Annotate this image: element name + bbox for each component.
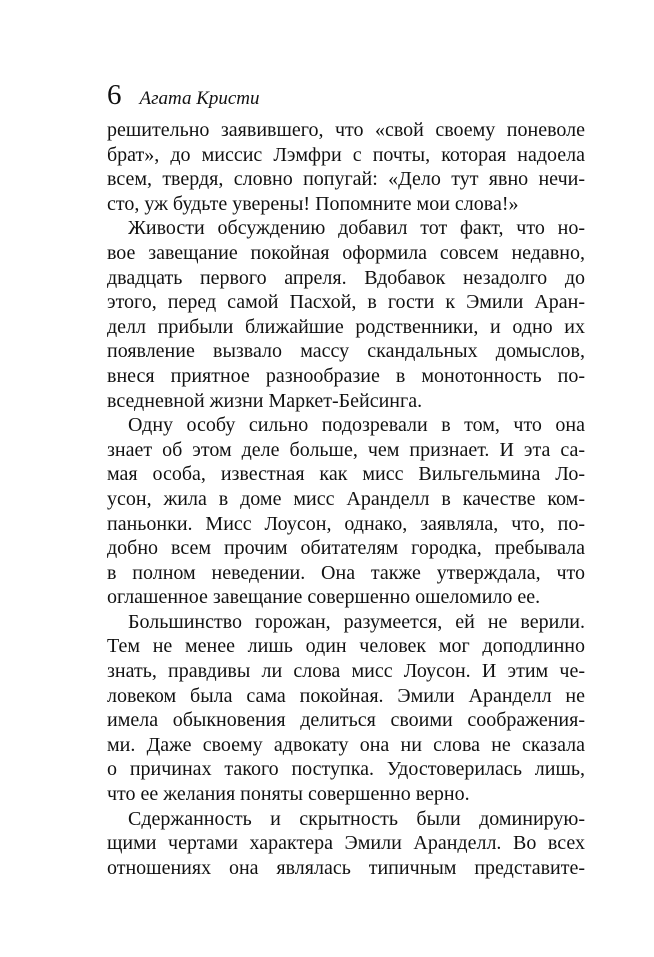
text-line: знает об этом деле больше, чем признает. И эта са- bbox=[107, 438, 585, 461]
text-line: решительно заявившего, что «свой своему поневоле bbox=[107, 119, 585, 141]
text-line: о причинах такого поступка. Удостоверилась лишь, bbox=[107, 758, 585, 781]
text-line: ми. Даже своему адвокату она ни слова не сказала bbox=[107, 733, 585, 756]
text-line: Сдержанность и скрытность были доминирую- bbox=[128, 807, 585, 830]
text-line: оглашенное завещание совершенно ошеломило ее. bbox=[107, 586, 541, 609]
text-line: щими чертами характера Эмили Аранделл. Во всех bbox=[107, 832, 585, 855]
body-text bbox=[107, 118, 585, 880]
text-line: делл прибыли ближайшие родственники, и одно их bbox=[107, 315, 585, 338]
text-line: имела обыкновения делиться своими соображения- bbox=[107, 709, 585, 732]
text-line: Одну особу сильно подозревали в том, что она bbox=[128, 414, 585, 437]
text-line: Большинство горожан, разумеется, ей не верили. bbox=[128, 610, 585, 633]
text-line: сто, уж будьте уверены! Попомните мои слова!» bbox=[107, 192, 519, 215]
page-header bbox=[107, 78, 260, 116]
text-line: вседневной жизни Маркет-Бейсинга. bbox=[107, 389, 423, 412]
running-title: Агата Кристи bbox=[139, 88, 260, 109]
text-line: мая особа, известная как мисс Вильгельмина Ло- bbox=[107, 463, 585, 486]
text-line: что ее желания поняты совершенно верно. bbox=[107, 783, 470, 806]
text-line: двадцать первого апреля. Вдобавок незадолго до bbox=[107, 266, 585, 289]
text-line: Тем не менее лишь один человек мог доподлинно bbox=[107, 635, 585, 658]
text-line: паньонки. Мисс Лоусон, однако, заявляла, что, по- bbox=[107, 512, 585, 535]
text-line: вое завещание покойная оформила совсем недавно, bbox=[107, 241, 585, 264]
text-line: добно всем прочим обитателям городка, пребывала bbox=[107, 537, 585, 560]
text-line: внеся приятное разнообразие в монотонность по- bbox=[107, 364, 585, 387]
text-line: в полном неведении. Она также утверждала, что bbox=[107, 561, 585, 584]
text-line: усон, жила в доме мисс Аранделл в качестве ком- bbox=[107, 487, 585, 510]
text-line: брат», до миссис Лэмфри с почты, которая надоела bbox=[107, 143, 585, 166]
text-line: отношениях она являлась типичным представите- bbox=[107, 856, 585, 879]
text-line: появление вызвало массу скандальных домыслов, bbox=[107, 340, 585, 363]
text-line: знать, правдивы ли слова мисс Лоусон. И этим че- bbox=[107, 660, 585, 683]
text-line: ловеком была сама покойная. Эмили Аранделл не bbox=[107, 684, 585, 707]
text-line: всем, твердя, словно попугай: «Дело тут явно нечи- bbox=[107, 168, 585, 191]
page-number: 6 bbox=[107, 79, 122, 111]
text-line: Живости обсуждению добавил тот факт, что но- bbox=[128, 217, 585, 240]
text-line: этого, перед самой Пасхой, в гости к Эмили Аран- bbox=[107, 291, 585, 314]
